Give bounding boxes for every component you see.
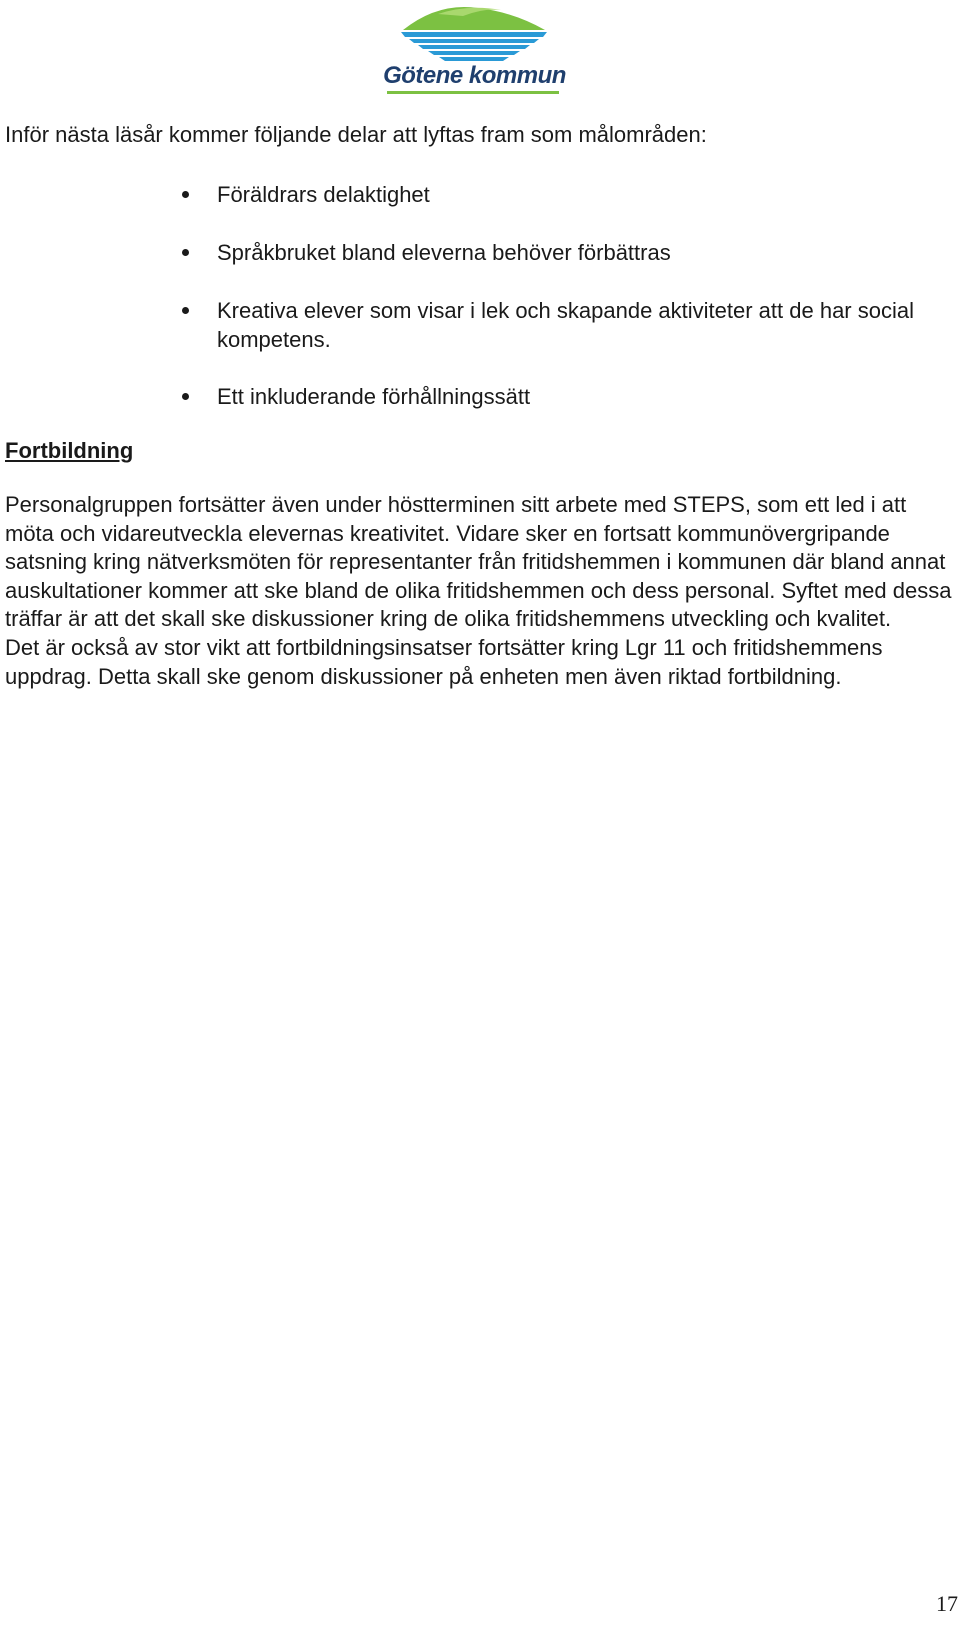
- body-paragraph: Personalgruppen fortsätter även under höstterminen sitt arbete med STEPS, som ett led i att möta och vidareutveckla elevernas kreativitet. Vidare sker en fortsatt kommunövergripande satsning kring nätverksmöten för representanter från fritidshemmen i kommunen där bland annat auskultationer kommer att ske bland de olika fritidshemmen och dess personal. Syftet med dessa träffar är att det skall ske diskussioner kring de olika fritidshemmens utveckling och kvalitet.: [5, 492, 952, 632]
- logo-underline: [387, 91, 559, 94]
- goal-text: Språkbruket bland eleverna behöver förbättras: [217, 240, 671, 265]
- logo-emblem-icon: [383, 0, 566, 62]
- section-heading: Fortbildning: [5, 438, 134, 463]
- goal-text: Ett inkluderande förhållningssätt: [217, 384, 531, 409]
- goal-text: Föräldrars delaktighet: [217, 182, 430, 207]
- bullet-icon: [182, 393, 189, 400]
- goal-text: Kreativa elever som visar i lek och skapande aktiviteter att de har social kompetens.: [217, 298, 914, 352]
- bullet-icon: [182, 191, 189, 198]
- logo-wordmark: Götene kommun: [383, 62, 566, 89]
- page-number: 17: [936, 1591, 958, 1616]
- intro-text: Inför nästa läsår kommer följande delar att lyftas fram som målområden:: [5, 122, 707, 147]
- bullet-icon: [182, 249, 189, 256]
- bullet-icon: [182, 307, 189, 314]
- gotene-kommun-logo: [383, 0, 583, 100]
- body-paragraph: Det är också av stor vikt att fortbildningsinsatser fortsätter kring Lgr 11 och fritidshemmens uppdrag. Detta skall ske genom diskussioner på enheten men även riktad fortbildning.: [5, 634, 883, 689]
- section-body: [5, 491, 955, 691]
